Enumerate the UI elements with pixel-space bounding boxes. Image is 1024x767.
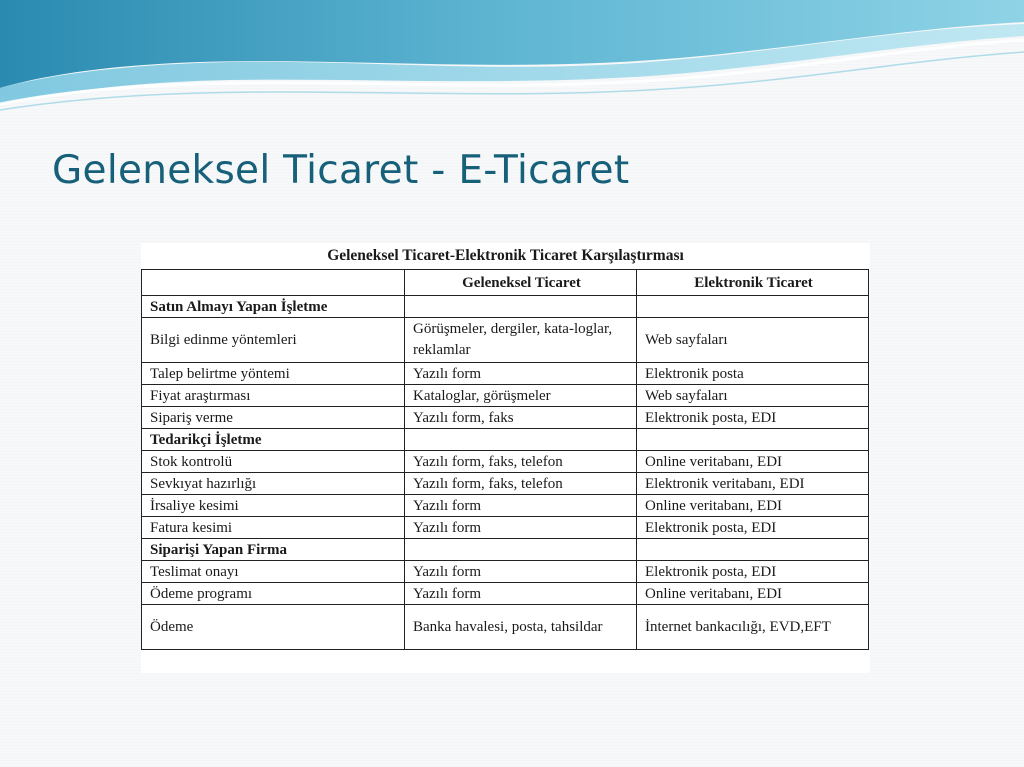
row-label: Talep belirtme yöntemi (142, 363, 405, 385)
comparison-table-image (141, 243, 870, 673)
traditional-cell: Kataloglar, görüşmeler (405, 385, 637, 407)
traditional-cell: Yazılı form (405, 495, 637, 517)
traditional-cell: Yazılı form (405, 561, 637, 583)
row-label: Stok kontrolü (142, 451, 405, 473)
table-row (142, 385, 869, 407)
traditional-cell: Yazılı form, faks (405, 407, 637, 429)
table-row (142, 318, 869, 363)
table-row (142, 451, 869, 473)
electronic-cell (637, 429, 869, 451)
table-row (142, 517, 869, 539)
electronic-cell: Elektronik posta, EDI (637, 561, 869, 583)
traditional-cell (405, 429, 637, 451)
table-section-row (142, 539, 869, 561)
table-caption: Geleneksel Ticaret-Elektronik Ticaret Karşılaştırması (327, 247, 684, 264)
electronic-cell: Elektronik posta, EDI (637, 407, 869, 429)
row-label: Teslimat onayı (142, 561, 405, 583)
electronic-cell: Online veritabanı, EDI (637, 583, 869, 605)
row-label: Sipariş verme (142, 407, 405, 429)
electronic-cell: Elektronik posta (637, 363, 869, 385)
electronic-cell: Elektronik veritabanı, EDI (637, 473, 869, 495)
electronic-cell: İnternet bankacılığı, EVD,EFT (637, 605, 869, 650)
traditional-cell: Görüşmeler, dergiler, kata-loglar, reklamlar (405, 318, 637, 363)
electronic-cell (637, 296, 869, 318)
table-section-row (142, 296, 869, 318)
traditional-cell: Yazılı form (405, 517, 637, 539)
traditional-cell (405, 296, 637, 318)
electronic-cell: Elektronik posta, EDI (637, 517, 869, 539)
electronic-cell: Web sayfaları (637, 318, 869, 363)
table-row (142, 473, 869, 495)
header-cell-electronic: Elektronik Ticaret (637, 270, 869, 296)
row-label: Fatura kesimi (142, 517, 405, 539)
row-label: Ödeme (142, 605, 405, 650)
slide-title: Geleneksel Ticaret - E-Ticaret (52, 148, 630, 193)
table-row (142, 583, 869, 605)
row-label: Satın Almayı Yapan İşletme (142, 296, 405, 318)
table-row (142, 605, 869, 650)
header-cell-traditional: Geleneksel Ticaret (405, 270, 637, 296)
traditional-cell: Yazılı form (405, 583, 637, 605)
traditional-cell: Yazılı form, faks, telefon (405, 451, 637, 473)
row-label: Sevkıyat hazırlığı (142, 473, 405, 495)
table-row (142, 495, 869, 517)
row-label: Tedarikçi İşletme (142, 429, 405, 451)
row-label: Bilgi edinme yöntemleri (142, 318, 405, 363)
header-cell-criteria (142, 270, 405, 296)
traditional-cell: Yazılı form, faks, telefon (405, 473, 637, 495)
traditional-cell (405, 539, 637, 561)
row-label: Ödeme programı (142, 583, 405, 605)
table-section-row (142, 429, 869, 451)
header-wave-decoration (0, 0, 1024, 140)
traditional-cell: Banka havalesi, posta, tahsildar (405, 605, 637, 650)
table-row (142, 561, 869, 583)
row-label: Siparişi Yapan Firma (142, 539, 405, 561)
electronic-cell (637, 539, 869, 561)
electronic-cell: Web sayfaları (637, 385, 869, 407)
row-label: Fiyat araştırması (142, 385, 405, 407)
electronic-cell: Online veritabanı, EDI (637, 495, 869, 517)
table-row (142, 363, 869, 385)
traditional-cell: Yazılı form (405, 363, 637, 385)
row-label: İrsaliye kesimi (142, 495, 405, 517)
table-header-row (142, 270, 869, 296)
table-row (142, 407, 869, 429)
comparison-table (141, 269, 869, 650)
electronic-cell: Online veritabanı, EDI (637, 451, 869, 473)
